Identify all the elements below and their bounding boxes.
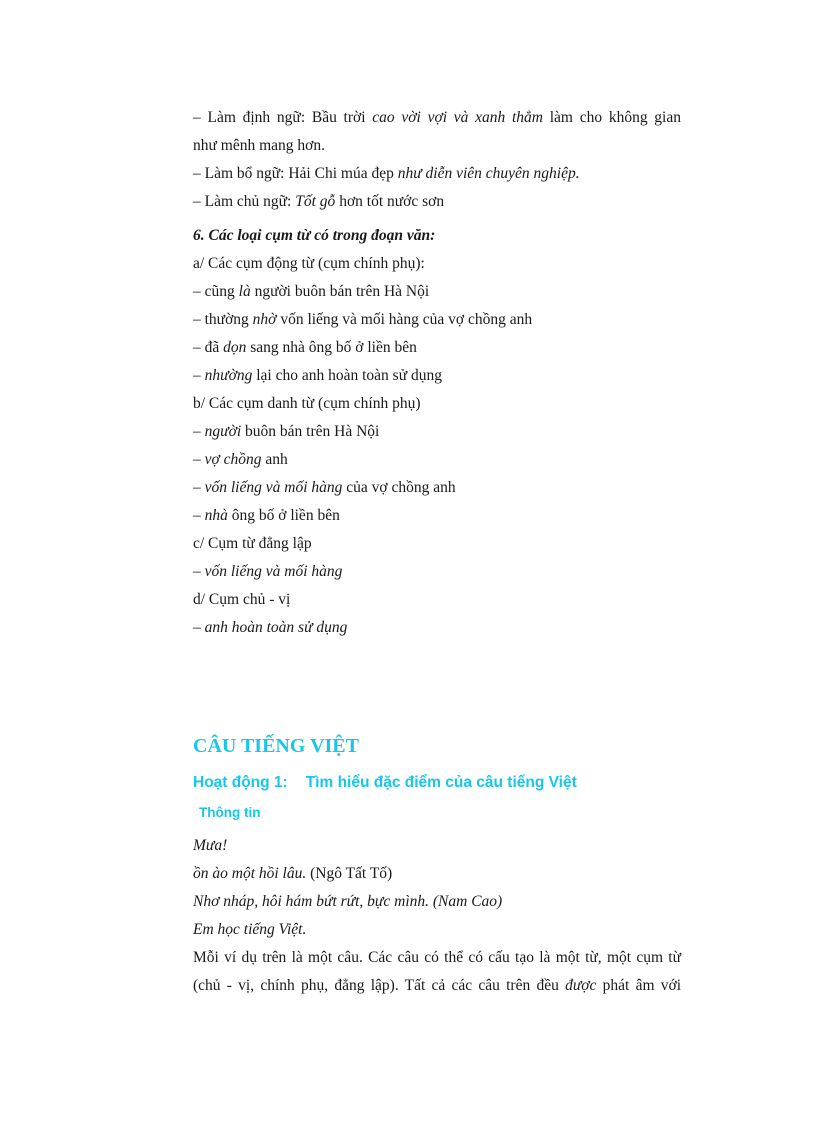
section-heading: 6. Các loại cụm từ có trong đoạn văn:	[193, 227, 436, 244]
text-run: người buôn bán trên Hà Nội	[250, 283, 430, 300]
page-content	[193, 104, 681, 1000]
italic-run: nhường	[204, 367, 253, 384]
italic-run: nhờ	[252, 311, 277, 328]
text-run: làm cho không gian	[543, 109, 681, 126]
activity-heading	[193, 770, 681, 796]
text-run: – đã	[193, 339, 224, 356]
source-run: (Ngô Tất Tố)	[306, 865, 393, 882]
paragraph-line	[193, 972, 681, 1000]
list-item	[193, 474, 681, 502]
italic-run: vốn liếng và mối hàng	[204, 479, 343, 496]
text-run: vốn liếng và mối hàng của vợ chồng anh	[276, 311, 533, 328]
list-item	[193, 502, 681, 530]
text-run: –	[193, 451, 205, 468]
italic-run: Tốt gỗ	[295, 193, 336, 210]
text-run: (chủ - vị, chính phụ, đẳng lập). Tất cả các câu trên đều	[193, 977, 566, 994]
italic-run: là	[238, 283, 251, 300]
text-run: –	[193, 563, 205, 580]
text-line	[193, 104, 681, 132]
example-line	[193, 860, 681, 888]
list-item	[193, 614, 681, 642]
italic-run: vốn liếng và mối hàng	[204, 563, 343, 580]
list-item	[193, 418, 681, 446]
text-run: –	[193, 479, 205, 496]
list-item	[193, 306, 681, 334]
text-run: – cũng	[193, 283, 239, 300]
list-item	[193, 278, 681, 306]
text-run: phát âm với	[596, 977, 682, 994]
activity-text: Tìm hiểu đặc điểm của câu tiếng Việt	[305, 774, 577, 791]
text-run: – Làm chủ ngữ:	[193, 193, 296, 210]
italic-run: được	[565, 977, 597, 994]
list-item	[193, 558, 681, 586]
example-line: Mưa!	[193, 837, 228, 854]
text-run: buôn bán trên Hà Nội	[241, 423, 380, 440]
list-item	[193, 362, 681, 390]
italic-run: ồn ào một hồi lâu.	[193, 865, 307, 882]
paragraph-line: Mỗi ví dụ trên là một câu. Các câu có thể có cấu tạo là một từ, một cụm từ	[193, 949, 681, 966]
list-item	[193, 446, 681, 474]
text-run: – thường	[193, 311, 253, 328]
text-line: như mênh mang hơn.	[193, 137, 325, 154]
text-line	[193, 188, 681, 216]
italic-run: dọn	[223, 339, 247, 356]
text-run: anh	[261, 451, 288, 468]
chapter-title: CÂU TIẾNG VIỆT	[193, 735, 359, 757]
activity-label: Hoạt động 1:	[193, 774, 288, 791]
text-run: lại cho anh hoàn toàn sử dụng	[252, 367, 442, 384]
text-run: –	[193, 619, 205, 636]
subsection-title: c/ Cụm từ đẳng lập	[193, 535, 312, 552]
italic-run: nhà	[204, 507, 228, 524]
text-line	[193, 160, 681, 188]
list-item	[193, 334, 681, 362]
subsection-title: d/ Cụm chủ - vị	[193, 591, 291, 608]
info-heading: Thông tin	[199, 805, 261, 820]
text-run: –	[193, 507, 205, 524]
text-run: sang nhà ông bố ở liền bên	[246, 339, 417, 356]
example-line: Nhơ nháp, hôi hám bứt rứt, bực mình. (Nam Cao)	[193, 893, 503, 910]
text-run: của vợ chồng anh	[342, 479, 456, 496]
subsection-title: b/ Các cụm danh từ (cụm chính phụ)	[193, 395, 421, 412]
text-run: ông bố ở liền bên	[227, 507, 340, 524]
text-run: –	[193, 367, 205, 384]
italic-run: vợ chồng	[204, 451, 262, 468]
text-run: – Làm bổ ngữ: Hải Chi múa đẹp	[193, 165, 398, 182]
italic-run: như diễn viên chuyên nghiệp.	[397, 165, 580, 182]
italic-run: anh hoàn toàn sử dụng	[204, 619, 348, 636]
italic-run: người	[204, 423, 242, 440]
subsection-title: a/ Các cụm động từ (cụm chính phụ):	[193, 255, 425, 272]
italic-run: cao vời vợi và xanh thẳm	[372, 109, 543, 126]
text-run: –	[193, 423, 205, 440]
text-run: – Làm định ngữ: Bầu trời	[193, 109, 373, 126]
example-line: Em học tiếng Việt.	[193, 921, 307, 938]
text-run: hơn tốt nước sơn	[335, 193, 445, 210]
spacer	[193, 642, 681, 732]
